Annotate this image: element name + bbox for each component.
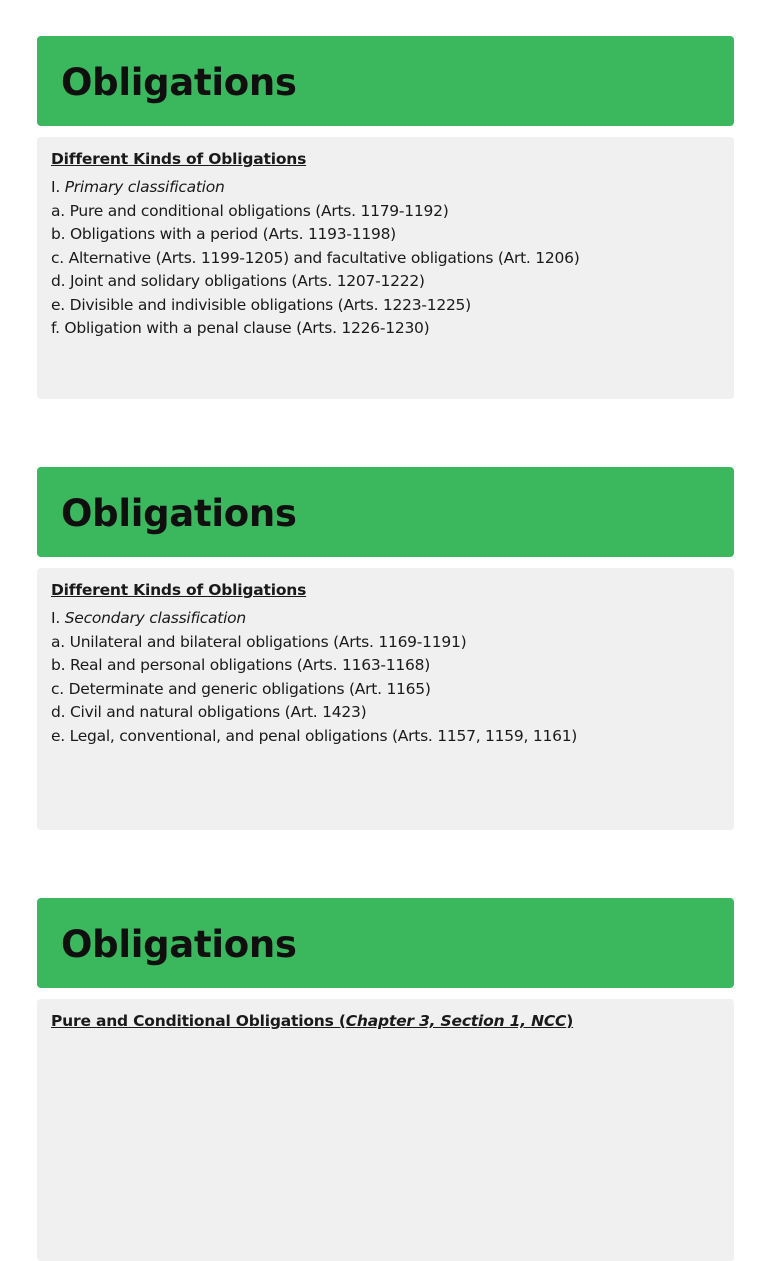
list-item: b. Obligations with a period (Arts. 1193-1198): [51, 225, 396, 243]
slide-2-section-heading: Different Kinds of Obligations: [51, 581, 307, 599]
list-item: c. Determinate and generic obligations (Art. 1165): [51, 679, 431, 698]
list-item: a. Pure and conditional obligations (Arts. 1179-1192): [51, 201, 449, 220]
slide-1-header: [37, 36, 734, 126]
slide-1-body: [37, 137, 734, 399]
slide-2-intro-italic: Secondary classification: [64, 609, 246, 627]
slide-1-intro-italic: Primary classification: [64, 178, 225, 196]
slide-3: [37, 898, 734, 1261]
slide-3-section-heading: [51, 1012, 720, 1030]
slide-2-title: Obligations: [61, 491, 297, 535]
list-item: a. Unilateral and bilateral obligations (Arts. 1169-1191): [51, 632, 467, 651]
slide-1-intro-prefix: I.: [51, 178, 65, 196]
list-item: e. Legal, conventional, and penal obligations (Arts. 1157, 1159, 1161): [51, 726, 578, 745]
list-item: e. Divisible and indivisible obligations (Arts. 1223-1225): [51, 295, 471, 314]
slide-2-header: [37, 467, 734, 557]
slide-2-intro: [51, 607, 720, 631]
slide-1-title: Obligations: [61, 60, 297, 104]
list-item: c. Alternative (Arts. 1199-1205) and facultative obligations (Art. 1206): [51, 248, 580, 267]
slide-1-section-heading: Different Kinds of Obligations: [51, 150, 307, 168]
list-item: d. Civil and natural obligations (Art. 1423): [51, 703, 367, 721]
slide-1-intro: [51, 176, 720, 200]
slide-2-body: [37, 568, 734, 830]
slide-3-heading-italic: Chapter 3, Section 1, NCC: [345, 1012, 567, 1030]
list-item: b. Real and personal obligations (Arts. 1163-1168): [51, 656, 431, 674]
slide-2-list: [51, 607, 720, 748]
slide-3-header: [37, 898, 734, 988]
slide-2-intro-prefix: I.: [51, 609, 65, 627]
slide-3-title: Obligations: [61, 922, 297, 966]
slide-3-heading-plain: Pure and Conditional Obligations (: [51, 1012, 346, 1030]
slide-1-list: [51, 176, 720, 341]
slide-2: [37, 467, 734, 830]
slide-3-heading-close: ): [566, 1012, 574, 1030]
list-item: f. Obligation with a penal clause (Arts. 1226-1230): [51, 319, 430, 337]
slide-3-body: [37, 999, 734, 1261]
list-item: d. Joint and solidary obligations (Arts. 1207-1222): [51, 272, 425, 290]
slide-1: [37, 36, 734, 399]
